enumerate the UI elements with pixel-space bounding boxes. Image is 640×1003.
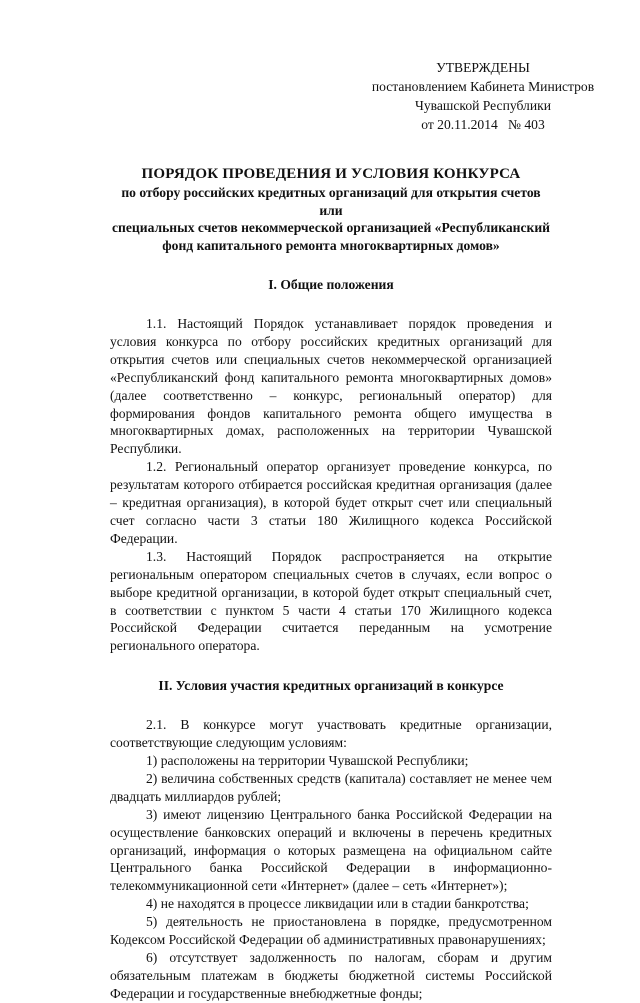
approval-region: Чувашской Республики xyxy=(415,98,551,113)
paragraph-2-1: 2.1. В конкурсе могут участвовать кредитные организации, соответствующие следующим условиям: xyxy=(110,717,552,751)
approval-date-number: от 20.11.2014 № 403 xyxy=(421,117,545,132)
document-title-sub-line: специальных счетов некоммерческой организацией «Республиканский xyxy=(112,220,550,235)
paragraph-1-1: 1.1. Настоящий Порядок устанавливает порядок проведения и условия конкурса по отбору российских кредитных организаций для открытия счетов или специальных счетов некоммерческой организацией «Республиканский фонд капитального ремонта многоквартирных домов» (далее соответственно – конкурс, региональный оператор) для формирования фондов капитального ремонта общего имущества в многоквартирных домах, расположенных на территории Чувашской Республики. xyxy=(110,316,552,457)
paragraph-1-3: 1.3. Настоящий Порядок распространяется на открытие региональным оператором специальных счетов в случаях, если вопрос о выборе кредитной организации, в которой будет открыт специальный счет, в соответствии с пунктом 5 части 4 статьи 170 Жилищного кодекса Российской Федерации считается переданным на усмотрение регионального оператора. xyxy=(110,548,552,654)
document-title-sub-line: по отбору российских кредитных организаций для открытия счетов или xyxy=(121,185,541,218)
list-item: 3) имеют лицензию Центрального банка Российской Федерации на осуществление банковских операций и включены в перечень кредитных организаций, информация о которых размещена на официальном сайте Центрального банка Российской Федерации в информационно-телекоммуникационной сети «Интернет» (далее – сеть «Интернет»); xyxy=(110,806,552,894)
approval-issuer: постановлением Кабинета Министров xyxy=(371,79,595,94)
document-title-main: ПОРЯДОК ПРОВЕДЕНИЯ И УСЛОВИЯ КОНКУРСА xyxy=(141,166,521,182)
approval-title: УТВЕРЖДЕНЫ xyxy=(436,60,530,75)
document-title-sub-line: фонд капитального ремонта многоквартирных домов» xyxy=(162,237,500,253)
list-item: 4) не находятся в процессе ликвидации или в стадии банкротства; xyxy=(146,896,529,912)
list-item: 1) расположены на территории Чувашской Республики; xyxy=(146,753,469,769)
section-heading-general: I. Общие положения xyxy=(268,277,394,292)
approval-stamp xyxy=(363,58,603,134)
list-item: 6) отсутствует задолженность по налогам, сборам и другим обязательным платежам в бюджеты бюджетной системы Российской Федерации и государственные внебюджетные фонды; xyxy=(110,950,552,1001)
list-item: 2) величина собственных средств (капитала) составляет не менее чем двадцать миллиардов рублей; xyxy=(110,770,552,804)
section-heading-conditions: II. Условия участия кредитных организаций в конкурсе xyxy=(158,678,504,694)
document-title xyxy=(110,165,552,254)
list-item: 5) деятельность не приостановлена в порядке, предусмотренном Кодексом Российской Федерации об административных правонарушениях; xyxy=(110,914,552,948)
paragraph-1-2: 1.2. Региональный оператор организует проведение конкурса, по результатам которого отбирается российская кредитная организация (далее – кредитная организация), в которой будет открыт счет или специальный счет согласно части 3 статьи 180 Жилищного кодекса Российской Федерации. xyxy=(110,459,552,546)
